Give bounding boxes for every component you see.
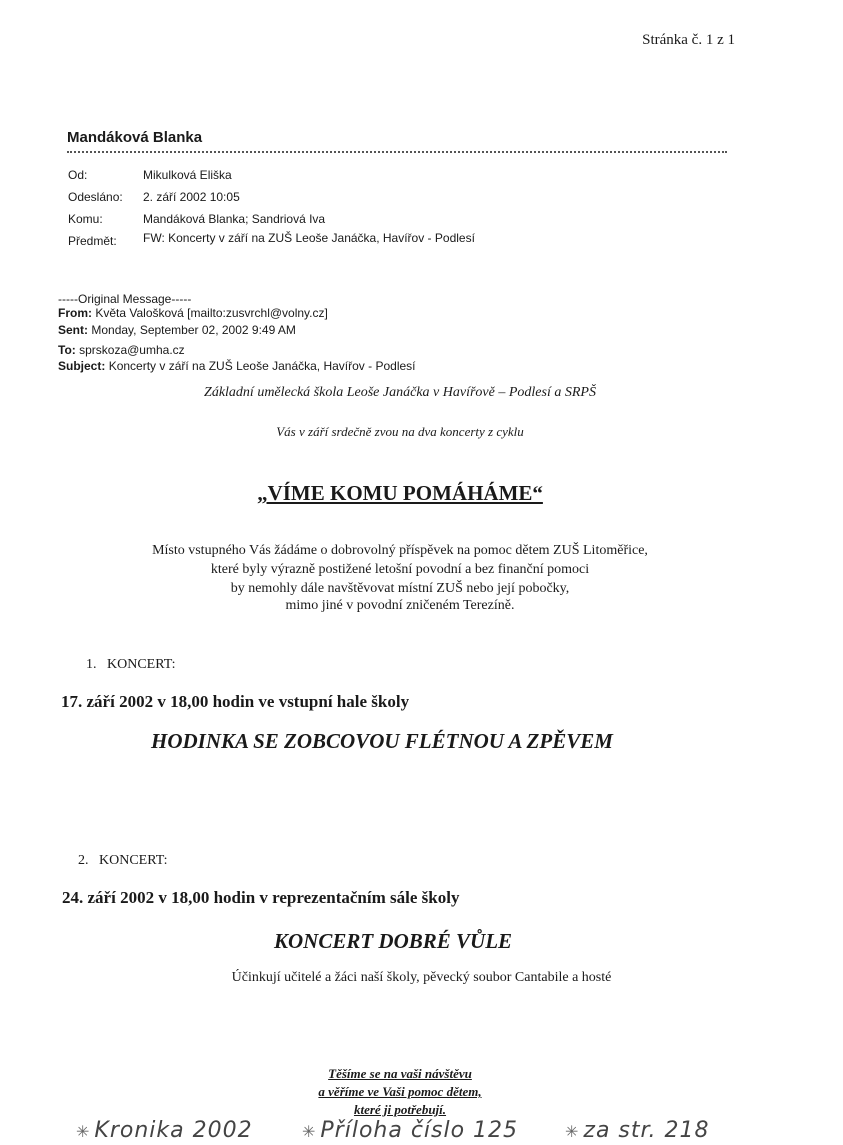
- mailbox-owner: Mandáková Blanka: [67, 129, 203, 146]
- concert-1-number: 1.: [86, 657, 97, 672]
- header-from-value: Mikulková Eliška: [143, 168, 232, 182]
- handwritten-note: ✳ za str. 218: [565, 1118, 710, 1143]
- concert-1-heading: [86, 657, 175, 673]
- invite-line: Vás v září srdečně zvou na dva koncerty z cyklu: [276, 424, 524, 439]
- asterisk-icon: ✳: [76, 1122, 91, 1141]
- concert-2-title: KONCERT DOBRÉ VŮLE: [274, 929, 513, 953]
- concert-2-date: 24. září 2002 v 18,00 hodin v reprezentačním sále školy: [62, 888, 460, 907]
- donation-paragraph-line: Místo vstupného Vás žádáme o dobrovolný příspěvek na pomoc dětem ZUŠ Litoměřice,: [152, 543, 648, 558]
- cycle-motto: „VÍME KOMU POMÁHÁME“: [257, 481, 543, 505]
- concert-2-label: KONCERT:: [99, 853, 168, 868]
- concert-1-label: KONCERT:: [107, 657, 176, 672]
- header-sent-label: Odesláno:: [68, 190, 123, 204]
- original-message-separator: -----Original Message-----: [58, 292, 192, 306]
- original-from-label: From:: [58, 306, 92, 320]
- concert-1-title: HODINKA SE ZOBCOVOU FLÉTNOU A ZPĚVEM: [151, 729, 613, 753]
- handwritten-note: ✳ Příloha číslo 125: [302, 1118, 519, 1143]
- header-to-label: Komu:: [68, 212, 103, 226]
- concert-2-heading: [78, 853, 167, 869]
- original-from-value: Květa Valošková [mailto:zusvrchl@volny.cz]: [95, 306, 328, 320]
- asterisk-icon: ✳: [565, 1122, 580, 1141]
- closing-line: Těšíme se na vaši návštěvu: [328, 1066, 472, 1081]
- header-to-value: Mandáková Blanka; Sandriová Iva: [143, 212, 326, 226]
- donation-paragraph-line: které byly výrazně postižené letošní povodní a bez finanční pomoci: [210, 562, 590, 577]
- original-sent-label: Sent:: [58, 323, 88, 337]
- original-subject-value: Koncerty v září na ZUŠ Leoše Janáčka, Havířov - Podlesí: [108, 359, 416, 373]
- original-sent-value: Monday, September 02, 2002 9:49 AM: [91, 323, 296, 337]
- concert-1-date: 17. září 2002 v 18,00 hodin ve vstupní hale školy: [61, 692, 410, 711]
- original-sent: [58, 323, 296, 337]
- concert-2-number: 2.: [78, 853, 89, 868]
- header-sent-value: 2. září 2002 10:05: [143, 190, 240, 204]
- header-from-label: Od:: [68, 168, 88, 182]
- header-subject-value: FW: Koncerty v září na ZUŠ Leoše Janáčka, Havířov - Podlesí: [143, 231, 475, 245]
- donation-paragraph-line: by nemohly dále navštěvovat místní ZUŠ nebo její pobočky,: [230, 581, 570, 596]
- performers-line: Účinkují učitelé a žáci naší školy, pěvecký soubor Cantabile a hosté: [231, 970, 612, 985]
- handwritten-note: ✳ Kronika 2002: [76, 1118, 253, 1143]
- original-subject-label: Subject:: [58, 359, 106, 373]
- school-line: Základní umělecká škola Leoše Janáčka v Havířově – Podlesí a SRPŠ: [204, 385, 596, 400]
- header-subject-label: Předmět:: [68, 234, 117, 248]
- original-subject: [58, 359, 416, 373]
- original-to-label: To:: [58, 343, 76, 357]
- original-from: [58, 306, 328, 320]
- dotted-divider: [67, 151, 727, 153]
- closing-line: které ji potřebují.: [353, 1102, 447, 1117]
- donation-paragraph-line: mimo jiné v povodní zničeném Terezíně.: [285, 598, 515, 613]
- original-to-value: sprskoza@umha.cz: [79, 343, 185, 357]
- original-to: [58, 343, 185, 357]
- closing-line: a věříme ve Vaši pomoc dětem,: [318, 1084, 482, 1099]
- page-number: Stránka č. 1 z 1: [642, 32, 735, 48]
- asterisk-icon: ✳: [302, 1122, 317, 1141]
